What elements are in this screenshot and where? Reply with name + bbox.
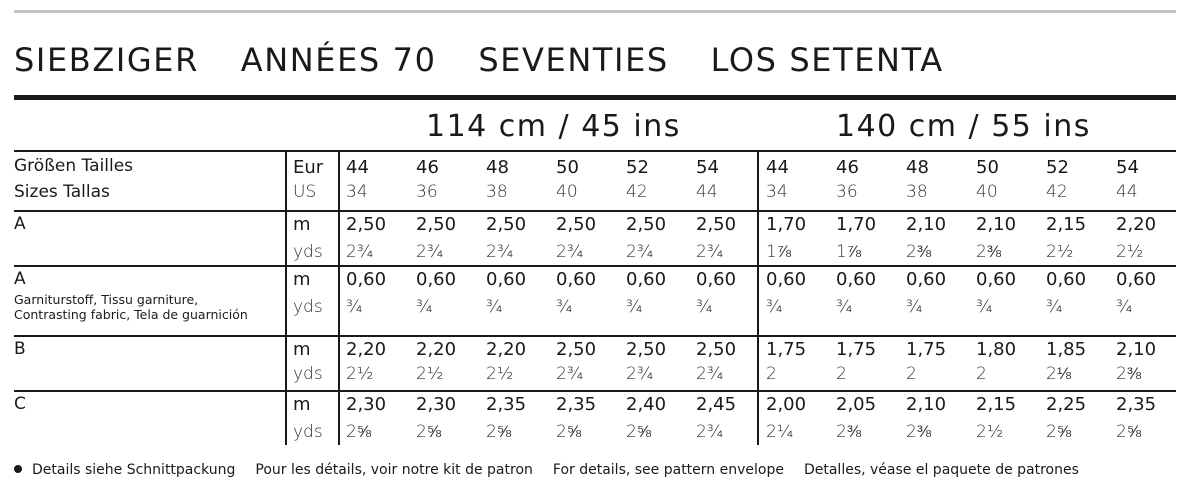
yards-value: ¾ [626, 297, 643, 317]
yards-value: ¾ [416, 297, 433, 317]
yards-value: 1⅞ [766, 242, 791, 262]
meters-value: 2,10 [906, 214, 947, 235]
fabric-width-140-heading: 140 cm / 55 ins [836, 109, 1091, 144]
unit-m: m [293, 214, 311, 235]
meters-value: 2,05 [836, 394, 877, 415]
title-underline [14, 95, 1176, 100]
footer-french: Pour les détails, voir notre kit de patron [255, 462, 533, 478]
yards-value: 2⅝ [486, 422, 511, 442]
fabric-width-114-heading: 114 cm / 45 ins [426, 109, 681, 144]
meters-value: 2,50 [416, 214, 457, 235]
column-divider [757, 150, 759, 445]
size-us: 40 [556, 182, 578, 202]
column-divider [285, 150, 287, 445]
yards-value: 2⅝ [1046, 422, 1071, 442]
meters-value: 2,15 [1046, 214, 1087, 235]
yards-value: 2¾ [696, 242, 724, 262]
meters-value: 2,10 [906, 394, 947, 415]
yards-value: 2 [836, 364, 847, 384]
size-us: 40 [976, 182, 998, 202]
meters-value: 2,50 [696, 214, 737, 235]
yards-value: ¾ [1116, 297, 1133, 317]
size-eur: 52 [626, 157, 649, 178]
meters-value: 0,60 [976, 269, 1017, 290]
yards-value: ¾ [1046, 297, 1063, 317]
title-french: ANNÉES 70 [240, 41, 437, 79]
yards-value: ¾ [486, 297, 503, 317]
meters-value: 0,60 [556, 269, 597, 290]
meters-value: 0,60 [696, 269, 737, 290]
size-eur: 52 [1046, 157, 1069, 178]
size-us: 38 [906, 182, 928, 202]
yards-value: 2¾ [556, 242, 584, 262]
unit-m: m [293, 269, 311, 290]
yards-value: ¾ [766, 297, 783, 317]
size-us: 34 [766, 182, 788, 202]
yards-value: 2½ [416, 364, 444, 384]
meters-value: 2,10 [976, 214, 1017, 235]
size-label-line2: Sizes Tallas [14, 182, 110, 202]
size-eur: 44 [766, 157, 789, 178]
meters-value: 2,40 [626, 394, 667, 415]
meters-value: 0,60 [766, 269, 807, 290]
row-label: C [14, 394, 26, 414]
meters-value: 2,50 [556, 214, 597, 235]
yards-value: 2¾ [696, 364, 724, 384]
meters-value: 2,50 [626, 214, 667, 235]
meters-value: 2,35 [1116, 394, 1157, 415]
unit-yds: yds [293, 297, 323, 317]
meters-value: 2,20 [346, 339, 387, 360]
meters-value: 2,00 [766, 394, 807, 415]
meters-value: 0,60 [1046, 269, 1087, 290]
size-us: 42 [626, 182, 648, 202]
size-eur: 46 [836, 157, 859, 178]
size-eur: 48 [486, 157, 509, 178]
size-eur: 46 [416, 157, 439, 178]
yards-value: 2⅜ [906, 242, 931, 262]
meters-value: 2,10 [1116, 339, 1157, 360]
yards-value: 2¾ [556, 364, 584, 384]
size-label-line1: Größen Tailles [14, 156, 134, 176]
meters-value: 0,60 [906, 269, 947, 290]
title-spanish: LOS SETENTA [710, 41, 944, 79]
unit-eur: Eur [293, 157, 324, 178]
row-divider [14, 390, 1176, 392]
meters-value: 0,60 [486, 269, 527, 290]
unit-yds: yds [293, 242, 323, 262]
yards-value: 1⅞ [836, 242, 861, 262]
meters-value: 2,35 [556, 394, 597, 415]
size-us: 38 [486, 182, 508, 202]
meters-value: 2,50 [556, 339, 597, 360]
meters-value: 0,60 [416, 269, 457, 290]
row-sublabel: Contrasting fabric, Tela de guarnición [14, 307, 248, 322]
yards-value: ¾ [346, 297, 363, 317]
yards-value: 2 [766, 364, 777, 384]
row-divider [14, 265, 1176, 267]
footer-english: For details, see pattern envelope [552, 462, 784, 478]
meters-value: 0,60 [346, 269, 387, 290]
meters-value: 1,75 [906, 339, 947, 360]
yards-value: ¾ [556, 297, 573, 317]
yards-value: 2⅛ [1046, 364, 1071, 384]
unit-yds: yds [293, 422, 323, 442]
yards-value: 2⅝ [416, 422, 441, 442]
row-divider [14, 335, 1176, 337]
row-sublabel: Garniturstoff, Tissu garniture, [14, 292, 199, 307]
row-label: A [14, 269, 26, 289]
yards-value: 2⅝ [556, 422, 581, 442]
meters-value: 2,50 [696, 339, 737, 360]
yards-value: 2⅝ [346, 422, 371, 442]
meters-value: 2,30 [346, 394, 387, 415]
size-us: 42 [1046, 182, 1068, 202]
yards-value: ¾ [696, 297, 713, 317]
footer-note [14, 463, 1099, 477]
size-eur: 50 [556, 157, 579, 178]
meters-value: 2,20 [416, 339, 457, 360]
yards-value: 2¾ [696, 422, 724, 442]
meters-value: 2,30 [416, 394, 457, 415]
size-us: 36 [836, 182, 858, 202]
yards-value: 2½ [976, 422, 1004, 442]
meters-value: 0,60 [836, 269, 877, 290]
meters-value: 2,50 [626, 339, 667, 360]
size-eur: 54 [1116, 157, 1139, 178]
meters-value: 2,50 [346, 214, 387, 235]
yards-value: 2¾ [626, 364, 654, 384]
page-title [14, 41, 974, 79]
yards-value: 2⅜ [976, 242, 1001, 262]
meters-value: 1,75 [836, 339, 877, 360]
meters-value: 0,60 [1116, 269, 1157, 290]
yards-value: 2¼ [766, 422, 794, 442]
meters-value: 1,70 [836, 214, 877, 235]
meters-value: 2,25 [1046, 394, 1087, 415]
unit-yds: yds [293, 364, 323, 384]
size-eur: 54 [696, 157, 719, 178]
meters-value: 2,20 [486, 339, 527, 360]
size-eur: 48 [906, 157, 929, 178]
row-label: A [14, 214, 26, 234]
yards-value: 2¾ [346, 242, 374, 262]
yards-value: 2 [906, 364, 917, 384]
row-divider [14, 150, 1176, 152]
yards-value: 2⅜ [906, 422, 931, 442]
row-divider [14, 210, 1176, 212]
meters-value: 2,45 [696, 394, 737, 415]
yards-value: 2¾ [486, 242, 514, 262]
meters-value: 1,75 [766, 339, 807, 360]
unit-us: US [293, 182, 317, 202]
yards-value: 2½ [1116, 242, 1144, 262]
column-divider [338, 150, 340, 445]
meters-value: 1,70 [766, 214, 807, 235]
meters-value: 2,50 [486, 214, 527, 235]
yards-value: 2½ [486, 364, 514, 384]
unit-m: m [293, 339, 311, 360]
row-label: B [14, 339, 26, 359]
meters-value: 1,80 [976, 339, 1017, 360]
meters-value: 2,35 [486, 394, 527, 415]
top-divider [14, 10, 1176, 13]
meters-value: 0,60 [626, 269, 667, 290]
yards-value: ¾ [976, 297, 993, 317]
bullet-icon [14, 465, 22, 473]
meters-value: 1,85 [1046, 339, 1087, 360]
yards-value: 2⅜ [1116, 364, 1141, 384]
size-us: 44 [696, 182, 718, 202]
yards-value: 2¾ [626, 242, 654, 262]
yards-value: ¾ [906, 297, 923, 317]
meters-value: 2,20 [1116, 214, 1157, 235]
yards-value: 2½ [346, 364, 374, 384]
footer-spanish: Detalles, véase el paquete de patrones [803, 462, 1079, 478]
footer-german: Details siehe Schnittpackung [32, 462, 236, 478]
yards-value: 2 [976, 364, 987, 384]
yards-value: 2¾ [416, 242, 444, 262]
yards-value: 2⅝ [1116, 422, 1141, 442]
title-german: SIEBZIGER [14, 41, 199, 79]
meters-value: 2,15 [976, 394, 1017, 415]
yards-value: 2⅜ [836, 422, 861, 442]
size-eur: 44 [346, 157, 369, 178]
size-us: 34 [346, 182, 368, 202]
size-us: 44 [1116, 182, 1138, 202]
size-us: 36 [416, 182, 438, 202]
title-english: SEVENTIES [478, 41, 669, 79]
unit-m: m [293, 394, 311, 415]
yards-value: 2⅝ [626, 422, 651, 442]
yards-value: ¾ [836, 297, 853, 317]
size-eur: 50 [976, 157, 999, 178]
yards-value: 2½ [1046, 242, 1074, 262]
